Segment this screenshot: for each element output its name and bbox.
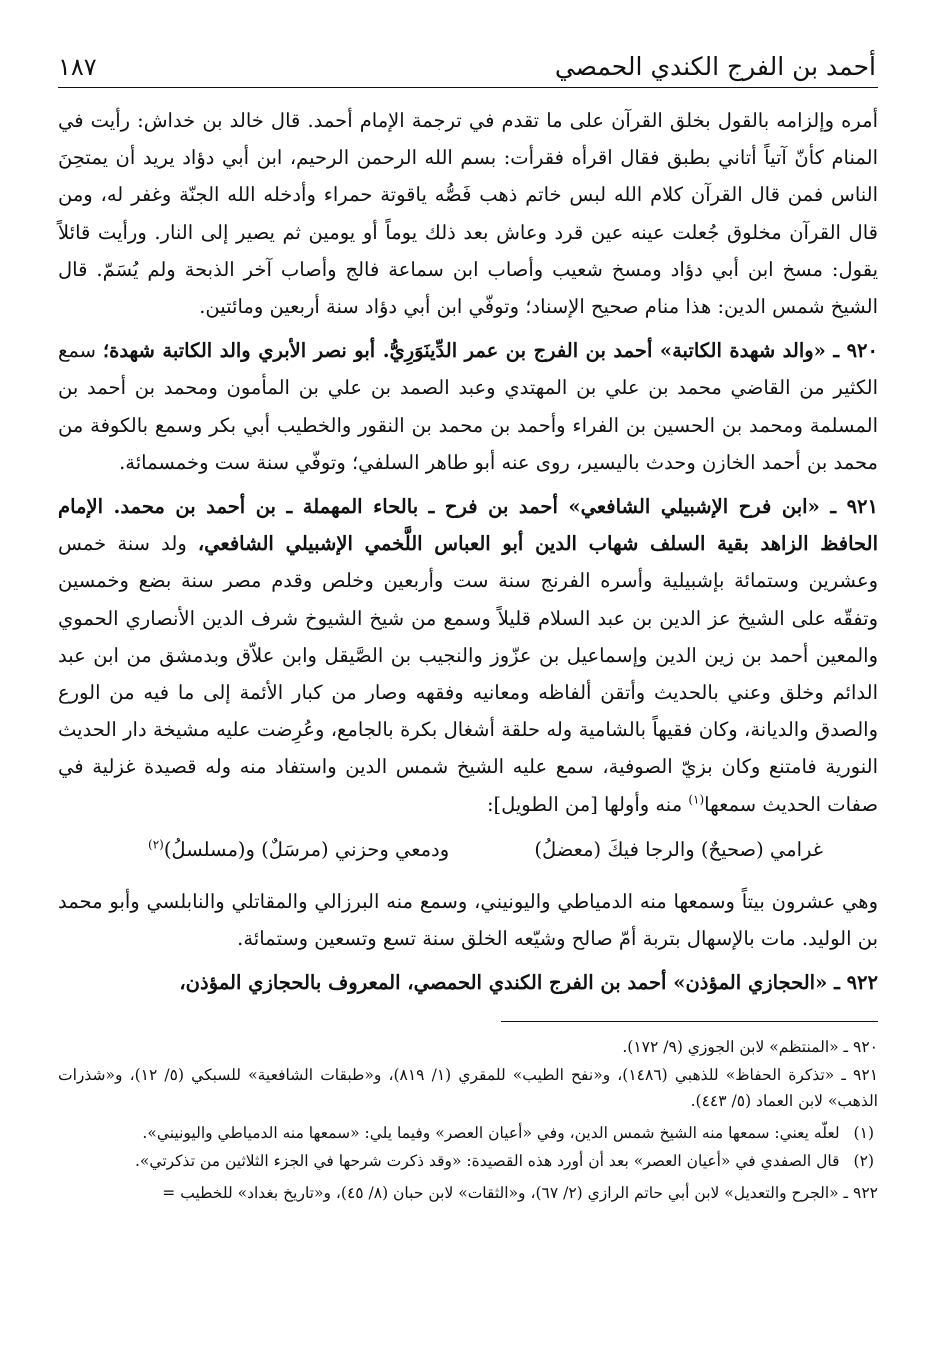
paragraph-after-verse: وهي عشرون بيتاً وسمعها منه الدمياطي واليونيني، وسمع منه البرزالي والمقاتلي والنابلسي وأبو محمد بن الوليد. مات بالإسهال بتربة أمّ صالح وشيّعه الخلق سنة تسع وتسعين وستمائة. (58, 889, 878, 951)
footnote-1-text: لعلّه يعني: سمعها منه الشيخ شمس الدين، وفي «أعيان العصر» وفيما يلي: «سمعها منه الدمياطي واليونيني». (142, 1124, 840, 1143)
footnote-separator (501, 1021, 878, 1022)
footnote-ref-1: (١) (688, 792, 705, 807)
verse-first-hemistich: غرامي (صحيحٌ) والرجا فيكَ (معضلُ) (534, 837, 823, 861)
entry-920-text: سمع الكثير من القاضي محمد بن علي بن المهتدي وعبد الصمد بن علي بن المأمون ومحمد بن أحمد بن المسلمة ومحمد بن الحسين بن الفراء وأحمد بن محمد بن النقور والخطيب أبي بكر وسمع بالكوفة من محمد بن أحمد الخازن وحدث باليسير، روى عنه أبو طاهر السلفي؛ وتوفّي سنة ست وخمسمائة. (58, 339, 878, 474)
running-header (58, 52, 878, 88)
entry-921-heading: ٩٢١ ـ «ابن فرح الإشبيلي الشافعي» أحمد بن فرح ـ بالحاء المهملة ـ بن أحمد بن محمد. الإمام الحافظ الزاهد بقية السلف شهاب الدين أبو العباس اللَّخمي الإشبيلي الشافعي، (58, 495, 878, 556)
footnote-2 (58, 1148, 878, 1174)
footnote-2-number: (٢) (853, 1152, 874, 1171)
footnote-1-number: (١) (853, 1124, 874, 1143)
entry-922-heading: ٩٢٢ ـ «الحجازي المؤذن» أحمد بن الفرج الكندي الحمصي، المعروف بالحجازي المؤذن، (179, 971, 878, 995)
footnote-921: ٩٢١ ـ «تذكرة الحفاظ» للذهبي (١٤٨٦)، و«نفح الطيب» للمقري (١/ ٨١٩)، و«طبقات الشافعية» للسبكي (٥/ ١٢)، و«شذرات الذهب» لابن العماد (٥/ ٤٤٣). (58, 1066, 879, 1111)
footnotes (58, 1034, 878, 1206)
running-title: أحمد بن الفرج الكندي الحمصي (554, 52, 876, 81)
entry-921 (58, 488, 878, 823)
main-text-cont (58, 883, 878, 1002)
paragraph-continuation: أمره وإلزامه بالقول بخلق القرآن على ما تقدم في ترجمة الإمام أحمد. قال خالد بن خداش: رأيت في المنام كأنّ آتياً أتاني بطبق فقال اقرأه فقرأت: بسم الله الرحمن الرحيم، ابن أبي دؤاد يريد أن يمتحِنَ الناس فمن قال القرآن كلام الله لبس خاتم ذهب فَصُّه ياقوتة حمراء وأدخله الله الجنّة وغفر له، ومن قال القرآن مخلوق جُعلت عينه عين قرد وعاش بعد ذلك يوماً أو يومين ثم يصير إلى النار. ورأيت قائلاً يقول: مسخ ابن أبي دؤاد ومسخ شعيب وأصاب ابن سماعة فالج وأصاب آخر الذبحة ولم يُسَمّ. قال الشيخ شمس الدين: هذا منام صحيح الإسناد؛ وتوفّي ابن أبي دؤاد سنة أربعين ومائتين. (58, 109, 878, 319)
main-text (58, 102, 878, 823)
footnote-ref-2: (٢) (148, 837, 164, 852)
footnote-1 (58, 1120, 878, 1146)
verse-second-hemistich: ودمعي وحزني (مرسَلٌ) و(مسلسلُ)$^{(٢)}$ (148, 837, 450, 861)
footnote-2-text: قال الصفدي في «أعيان العصر» بعد أن أورد هذه القصيدة: «وقد ذكرت شرحها في الجزء الثلاثين من تذكرتي». (134, 1152, 840, 1171)
entry-920-heading: ٩٢٠ ـ «والد شهدة الكاتبة» أحمد بن الفرج بن عمر الدِّينَوَرِيُّ. أبو نصر الأبري والد الكاتبة شهدة؛ (102, 339, 878, 363)
entry-921-text-a: ولد سنة خمس وعشرين وستمائة بإشبيلية وأسره الفرنج سنة ست وأربعين وخلص وقدم مصر سنة بضع وخمسين وتفقّه على الشيخ عز الدين بن عبد السلام قليلاً وسمع من شيخ الشيوخ شرف الدين الأنصاري الحموي والمعين أحمد بن زين الدين وإسماعيل بن عزّوز والنجيب بن الصَّيقل وابن علاّق وبدمشق من ابن عبد الدائم وخلق وعني بالحديث وأتقن ألفاظه ومعانيه وفقهه وصار من كبار الأئمة إلى ما فيه من الورع والصدق والديانة، وكان فقيهاً بالشامية وله حلقة أشغال بكرة بالجامع، وعُرِضت عليه مشيخة دار الحديث النورية فامتنع وكان بزيّ الصوفية، سمع عليه الشيخ شمس الدين واستفاد منه وله قصيدة غزلية في صفات الحديث سمعها (58, 532, 878, 816)
footnote-922: ٩٢٢ ـ «الجرح والتعديل» لابن أبي حاتم الرازي (٢/ ٦٧)، و«الثقات» لابن حبان (٨/ ٤٥)، و«تاريخ بغداد» للخطيب = (162, 1184, 878, 1203)
footnote-920: ٩٢٠ ـ «المنتظم» لابن الجوزي (٩/ ١٧٢). (622, 1038, 878, 1057)
entry-921-text-b: منه وأولها [من الطويل]: (486, 792, 689, 816)
poem-verse (58, 831, 878, 869)
entry-920 (58, 332, 878, 481)
page-number: ١٨٧ (58, 53, 97, 81)
